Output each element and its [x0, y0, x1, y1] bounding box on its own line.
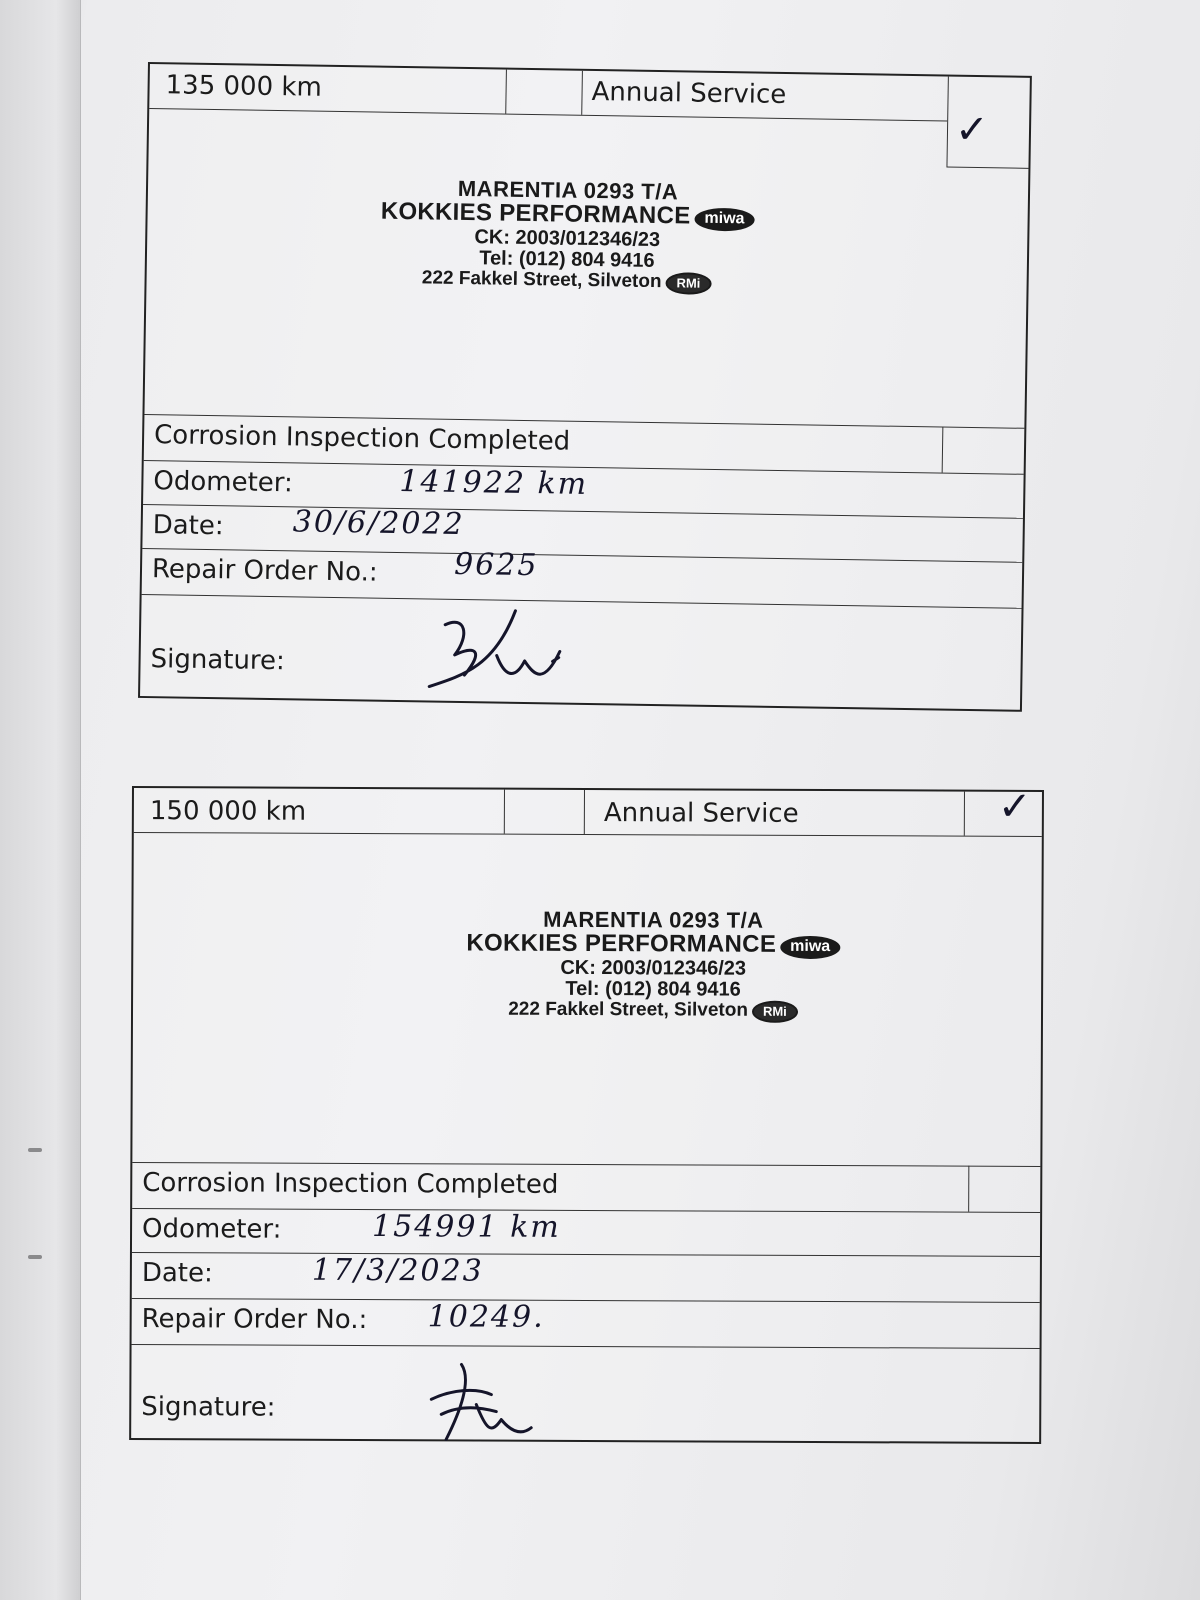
- repair-order-value: 9625: [453, 546, 539, 584]
- repair-order-value: 10249.: [427, 1299, 545, 1335]
- service-type: Annual Service: [603, 798, 799, 829]
- header-checkbox-line: [946, 167, 1028, 169]
- date-label: Date:: [152, 510, 224, 542]
- row-line: [132, 1344, 1040, 1349]
- row-line: [132, 1208, 1040, 1213]
- signature-scribble: [424, 604, 575, 696]
- stamp-trading-name: KOKKIES PERFORMANCE: [380, 197, 691, 230]
- header-row-line: [134, 832, 1042, 837]
- staple: [28, 1255, 42, 1259]
- dealer-stamp: [366, 175, 768, 295]
- date-label: Date:: [141, 1258, 213, 1289]
- stamp-registration: CK: 2003/012346/23: [474, 226, 661, 252]
- miwa-logo: miwa: [780, 936, 840, 959]
- stamp-address: 222 Fakkel Street, Silveton: [508, 998, 749, 1022]
- service-record-150000: [129, 783, 1044, 1444]
- stamp-company: MARENTIA 0293 T/A: [543, 906, 764, 933]
- service-type: Annual Service: [591, 76, 787, 111]
- stamp-phone: Tel: (012) 804 9416: [565, 978, 741, 1001]
- service-interval: 135 000 km: [165, 70, 323, 103]
- row-line: [142, 594, 1022, 609]
- odometer-label: Odometer:: [153, 466, 294, 499]
- stamp-trading-name: KOKKIES PERFORMANCE: [466, 929, 777, 958]
- odometer-value: 154991 km: [372, 1209, 561, 1245]
- odometer-value: 141922 km: [399, 464, 589, 502]
- header-divider: [505, 70, 507, 114]
- row-line: [132, 1298, 1040, 1303]
- corrosion-label: Corrosion Inspection Completed: [153, 420, 571, 457]
- checkmark-icon: ✓: [997, 783, 1034, 830]
- odometer-label: Odometer:: [142, 1214, 282, 1245]
- header-divider: [504, 790, 505, 834]
- stamp-registration: CK: 2003/012346/23: [560, 957, 747, 980]
- row-line: [132, 1162, 1040, 1167]
- service-interval: 150 000 km: [149, 796, 307, 827]
- row-line: [143, 504, 1023, 519]
- corrosion-label: Corrosion Inspection Completed: [142, 1168, 559, 1200]
- book-spine: [0, 0, 81, 1600]
- miwa-logo: miwa: [694, 208, 754, 232]
- header-divider: [584, 790, 585, 834]
- repair-order-label: Repair Order No.:: [141, 1304, 368, 1336]
- checkmark-icon: ✓: [954, 106, 991, 154]
- signature-scribble: [421, 1349, 551, 1450]
- corrosion-checkbox: [968, 1166, 969, 1212]
- row-line: [132, 1252, 1040, 1257]
- header-divider: [581, 71, 583, 115]
- repair-order-label: Repair Order No.:: [151, 554, 378, 588]
- date-value: 30/6/2022: [292, 504, 465, 543]
- dealer-stamp: [453, 907, 853, 1023]
- stamp-address: 222 Fakkel Street, Silveton: [421, 267, 662, 293]
- signature-label: Signature:: [150, 644, 286, 677]
- signature-label: Signature:: [141, 1392, 276, 1423]
- stamp-phone: Tel: (012) 804 9416: [479, 247, 655, 273]
- rmi-logo: RMi: [752, 1001, 798, 1023]
- corrosion-checkbox: [942, 427, 944, 473]
- staple: [28, 1148, 42, 1152]
- header-divider: [964, 792, 965, 836]
- rmi-logo: RMi: [665, 272, 711, 294]
- service-record-135000: [138, 62, 1032, 712]
- date-value: 17/3/2023: [311, 1252, 484, 1289]
- header-row-line: [149, 108, 947, 122]
- stamp-company: MARENTIA 0293 T/A: [457, 175, 679, 205]
